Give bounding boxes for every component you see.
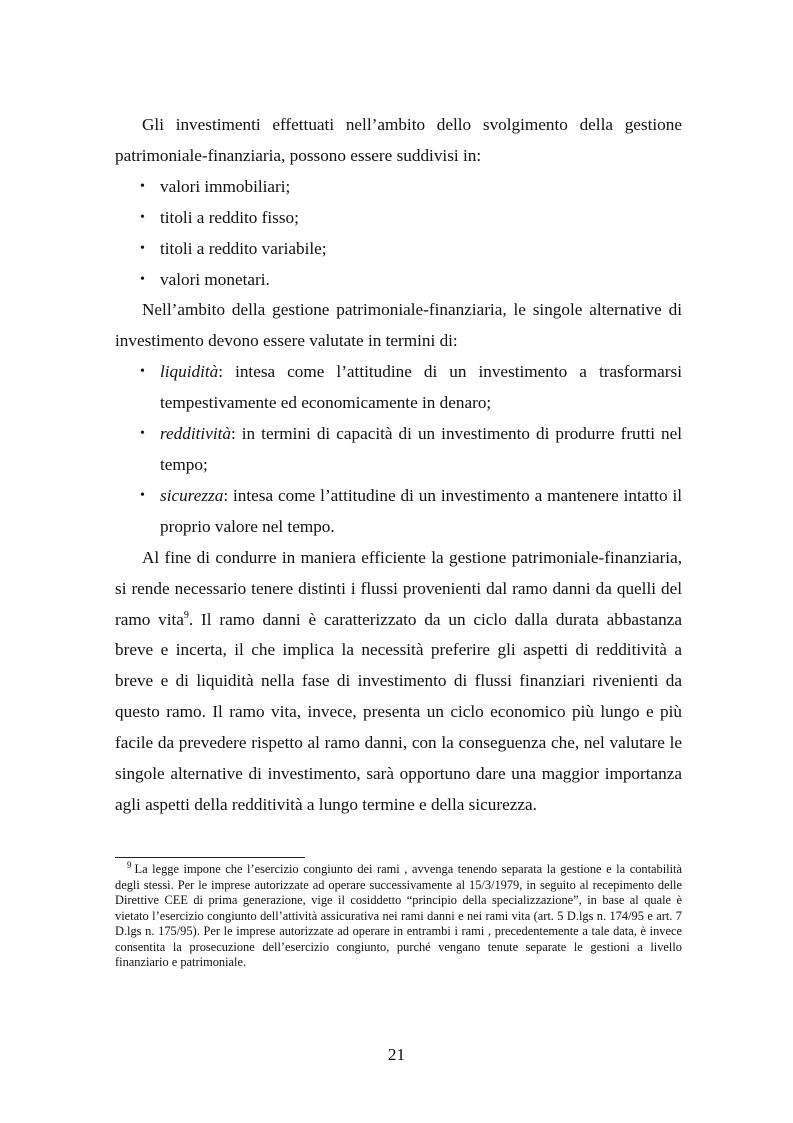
paragraph-intro-investments: Gli investimenti effettuati nell’ambito dello svolgimento della gestione patrimoniale-finanziaria, possono essere suddivisi in: [115, 115, 682, 165]
criteria-list [115, 357, 682, 542]
criterion-term: redditività [160, 424, 231, 444]
list-item [115, 419, 682, 481]
footnote-number: 9 [127, 860, 132, 870]
bullet-icon: • [140, 487, 145, 503]
paragraph-text: . Il ramo danni è caratterizzato da un ciclo dalla durata abbastanza breve e incerta, il che implica la necessità preferire gli aspetti di redditività a breve e di liquidità nella fase di investimento di flussi finanziari rivenienti da questo ramo. Il ramo vita, invece, presenta un ciclo economico più lungo e più facile da prevedere rispetto al ramo danni, con la conseguenza che, nel valutare le singole alternative di investimento, sarà opportuno dare una maggior importanza agli aspetti della redditività a lungo termine e della sicurezza. [115, 609, 682, 814]
bullet-icon: • [140, 240, 145, 256]
criterion-term: sicurezza [160, 485, 224, 505]
bullet-icon: • [140, 271, 145, 287]
list-item-text: titoli a reddito variabile; [160, 238, 327, 258]
criterion-description: : intesa come l’attitudine di un investimento a mantenere intatto il proprio valore nel tempo. [160, 485, 682, 536]
criterion-term: liquidità [160, 362, 219, 382]
criterion-description: : intesa come l’attitudine di un investimento a trasformarsi tempestivamente ed economicamente in denaro; [160, 362, 682, 413]
list-item-text: valori monetari. [160, 269, 270, 289]
list-item [115, 172, 682, 203]
list-item [115, 265, 682, 296]
list-item [115, 481, 682, 543]
investment-types-list [115, 172, 682, 296]
paragraph-rami [115, 543, 682, 821]
list-item-text: valori immobiliari; [160, 176, 291, 196]
bullet-icon: • [140, 364, 145, 380]
list-item [115, 203, 682, 234]
bullet-icon: • [140, 178, 145, 194]
paragraph-intro-criteria: Nell’ambito della gestione patrimoniale-finanziaria, le singole alternative di investimento devono essere valutate in termini di: [115, 300, 682, 351]
page-number: 21 [387, 1045, 406, 1064]
footnote [115, 862, 682, 971]
footnote-reference[interactable]: 9 [183, 609, 189, 621]
footnote-text: La legge impone che l’esercizio congiunto dei rami , avvenga tenendo separata la gestione e la contabilità degli stessi. Per le imprese autorizzate ad operare successivamente al 15/3/1979, in seguito al recepimento delle Direttive CEE di prima generazione, vige il cosiddetto “principio della specializzazione”, in base al quale è vietato l’esercizio congiunto dell’attività assicurativa nei rami danni e nei rami vita (art. 5 D.lgs n. 174/95 e art. 7 D.lgs n. 175/95). Per le imprese autorizzate ad operare in entrambi i rami , precedentemente a tale data, è invece consentita la prosecuzione dell’esercizio congiunto, purché vengano tenute separate le gestioni a livello finanziario e patrimoniale. [115, 862, 682, 969]
list-item [115, 357, 682, 419]
list-item-text: titoli a reddito fisso; [160, 207, 299, 227]
bullet-icon: • [140, 426, 145, 442]
footnote-separator [115, 857, 305, 858]
list-item [115, 234, 682, 265]
body-text [115, 110, 682, 821]
bullet-icon: • [140, 209, 145, 225]
criterion-description: : in termini di capacità di un investimento di produrre frutti nel tempo; [160, 424, 682, 474]
paragraph-text: Al fine di condurre in maniera efficiente la gestione patrimoniale-finanziaria, si rende necessario tenere distinti i flussi provenienti dal ramo danni da quelli del ramo vita [115, 547, 682, 629]
